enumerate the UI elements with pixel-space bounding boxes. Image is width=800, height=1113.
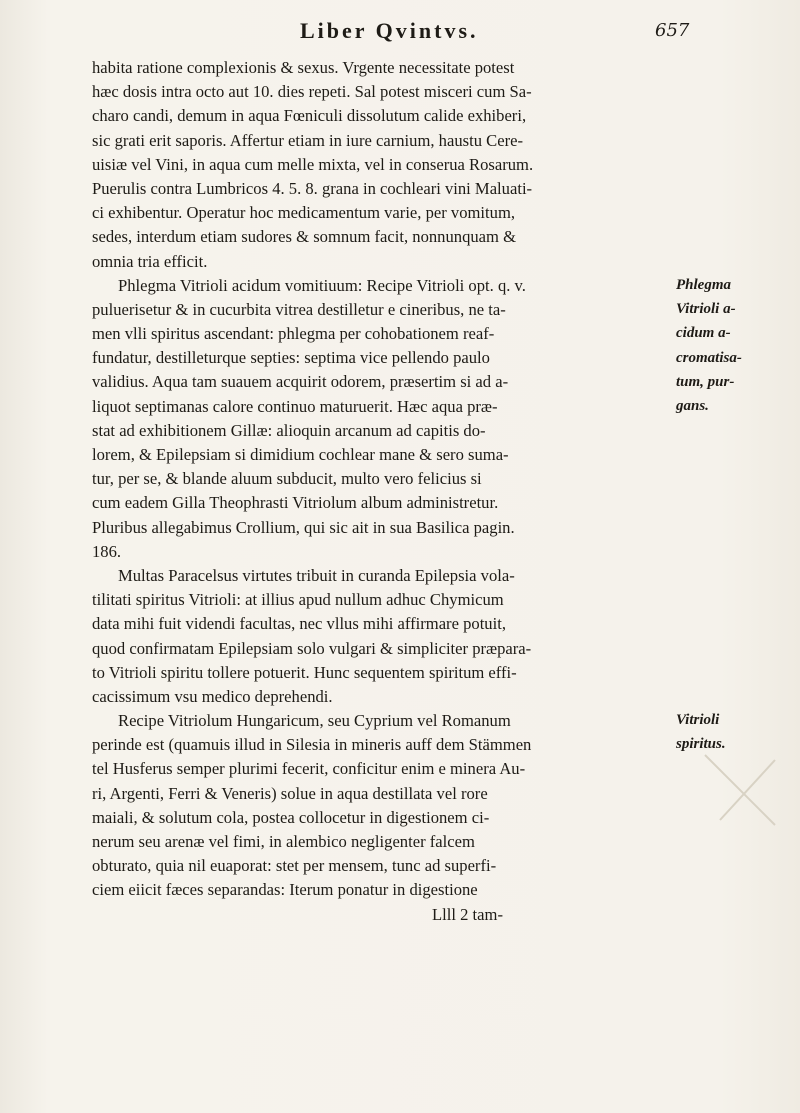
- text-line: Puerulis contra Lumbricos 4. 5. 8. grana in cochleari vini Maluati-: [92, 178, 533, 198]
- margin-note-phlegma: [676, 273, 786, 418]
- margin-note-line: cromatisa-: [676, 349, 742, 366]
- text-line: liquot septimanas calore continuo maturuerit. Hæc aqua præ-: [92, 396, 498, 416]
- text-line: nerum seu arenæ vel fimi, in alembico negligenter falcem: [92, 832, 475, 851]
- text-line: puluerisetur & in cucurbita vitrea destilletur e cineribus, ne ta-: [92, 299, 506, 319]
- text-line: charo candi, demum in aqua Fœniculi dissolutum calide exhiberi,: [92, 106, 527, 126]
- text-line: men vlli spiritus ascendant: phlegma per cohobationem reaf-: [92, 324, 495, 344]
- text-line: ri, Argenti, Ferri & Veneris) solue in aqua destillata vel rore: [92, 783, 488, 803]
- text-line: ci exhibentur. Operatur hoc medicamentum varie, per vomitum,: [92, 203, 516, 223]
- text-line: quod confirmatam Epilepsiam solo vulgari & simpliciter præpara-: [92, 638, 532, 658]
- text-line: Recipe Vitriolum Hungaricum, seu Cyprium vel Romanum: [118, 711, 511, 731]
- text-line: obturato, quia nil euaporat: stet per mensem, tunc ad superfi-: [92, 856, 497, 876]
- margin-note-line: spiritus.: [676, 736, 726, 753]
- text-line: hæc dosis intra octo aut 10. dies repeti. Sal potest misceri cum Sa-: [92, 82, 532, 102]
- text-line: ciem eiicit fæces separandas: Iterum ponatur in digestione: [92, 880, 478, 900]
- margin-note-line: tum, pur-: [676, 373, 735, 390]
- text-line: data mihi fuit videndi facultas, nec vllus mihi affirmare potuit,: [92, 614, 506, 634]
- text-line: perinde est (quamuis illud in Silesia in mineris auff dem Stämmen: [92, 735, 532, 755]
- text-line: cacissimum vsu medico deprehendi.: [92, 686, 333, 706]
- running-head: [0, 18, 800, 48]
- running-title: Liber Qvintvs.: [300, 18, 479, 43]
- margin-note-line: Vitrioli: [676, 712, 720, 728]
- margin-note-line: gans.: [676, 398, 709, 415]
- text-line: Pluribus allegabimus Crollium, qui sic ait in sua Basilica pagin.: [92, 517, 515, 537]
- text-line: Phlegma Vitrioli acidum vomitiuum: Recipe Vitrioli opt. q. v.: [118, 275, 526, 295]
- text-line: habita ratione complexionis & sexus. Vrgente necessitate potest: [92, 58, 515, 77]
- text-line: maiali, & solutum cola, postea collocetur in digestionem ci-: [92, 807, 490, 827]
- text-line: uisiæ vel Vini, in aqua cum melle mixta, vel in conserua Rosarum.: [92, 154, 534, 174]
- body-text: [92, 56, 667, 927]
- text-line: stat ad exhibitionem Gillæ: alioquin arcanum ad capitis do-: [92, 420, 486, 440]
- margin-note-line: cidum a-: [676, 325, 731, 342]
- text-line: fundatur, destilleturque septies: septima vice pellendo paulo: [92, 348, 490, 368]
- text-line: tel Husferus semper plurimi fecerit, conficitur enim e minera Au-: [92, 759, 526, 779]
- margin-note-line: Phlegma: [676, 277, 731, 293]
- page-number: 657: [655, 20, 690, 41]
- text-line: to Vitrioli spiritu tollere potuerit. Hunc sequentem spiritum effi-: [92, 662, 517, 682]
- text-line: Multas Paracelsus virtutes tribuit in curanda Epilepsia vola-: [118, 565, 515, 585]
- text-line: omnia tria efficit.: [92, 251, 208, 271]
- signature-catchword-line: Llll 2 tam-: [432, 904, 503, 924]
- text-line: cum eadem Gilla Theophrasti Vitriolum album administretur.: [92, 493, 499, 513]
- margin-note-line: Vitrioli a-: [676, 301, 736, 318]
- text-line: sic grati erit saporis. Affertur etiam in iure carnium, haustu Cere-: [92, 130, 523, 150]
- text-line: sedes, interdum etiam sudores & somnum facit, nonnunquam &: [92, 227, 516, 247]
- text-line: validius. Aqua tam suauem acquirit odorem, præsertim si ad a-: [92, 372, 509, 392]
- text-line: 186.: [92, 541, 122, 561]
- text-line: tur, per se, & blande aluum subducit, multo vero felicius si: [92, 469, 482, 489]
- paper-crease-mark: [700, 750, 780, 830]
- text-line: lorem, & Epilepsiam si dimidium cochlear mane & sero suma-: [92, 445, 509, 464]
- text-line: tilitati spiritus Vitrioli: at illius apud nullum adhuc Chymicum: [92, 590, 504, 610]
